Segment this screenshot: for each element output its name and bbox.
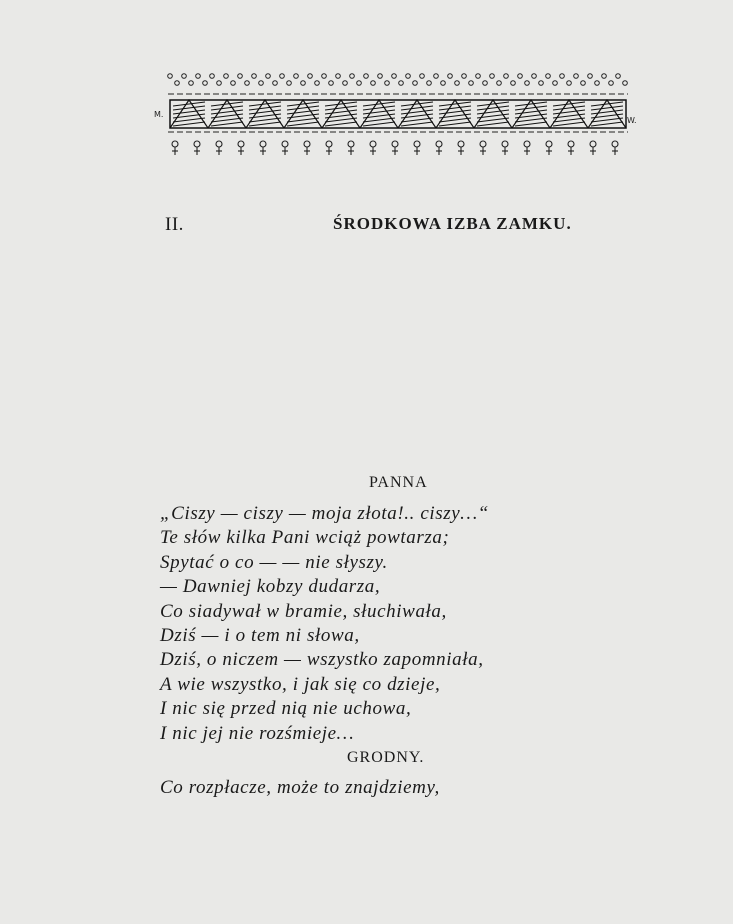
ornament-dot (308, 74, 313, 79)
ornament-dot (490, 74, 495, 79)
ornament-dot (329, 81, 334, 86)
ornament-dot (301, 81, 306, 86)
verse-line: Dziś, o niczem — wszystko zapomniała, (160, 649, 484, 671)
ornament-dot (294, 74, 299, 79)
scene-title (333, 214, 572, 234)
ornament-dot (511, 81, 516, 86)
ornament-dot (434, 74, 439, 79)
ornament-dot (217, 81, 222, 86)
ornament-dot (525, 81, 530, 86)
verse-line: I nic jej nie rozśmieje… (160, 722, 355, 744)
verse-line: Co siadywał w bramie, słuchiwała, (160, 600, 447, 622)
ornament-dot (623, 81, 628, 86)
ornament-figure (458, 141, 464, 147)
ornament-dot (336, 74, 341, 79)
verse-line: Spytać o co — — nie słyszy. (160, 551, 388, 573)
ornament-figure (282, 141, 288, 147)
ornament-figure (414, 141, 420, 147)
ornament-dot (462, 74, 467, 79)
ornament-dot (350, 74, 355, 79)
verse-line: — Dawniej kobzy dudarza, (160, 576, 381, 598)
ornament-dot (539, 81, 544, 86)
ornament-dot (259, 81, 264, 86)
ornament-figure (348, 141, 354, 147)
ornament-dot (469, 81, 474, 86)
ornament-dot (238, 74, 243, 79)
ornament-dot (392, 74, 397, 79)
ornament-dot (322, 74, 327, 79)
ornament-dot (602, 74, 607, 79)
ornament-right-mark: W. (627, 116, 637, 125)
ornament-figure (260, 141, 266, 147)
ornament-dot (588, 74, 593, 79)
ornament-dot (203, 81, 208, 86)
ornament-dot (371, 81, 376, 86)
ornament-dot (546, 74, 551, 79)
ornament-band (150, 64, 650, 164)
act-number: II. (165, 214, 184, 235)
ornament-dot (168, 74, 173, 79)
ornament-dot (483, 81, 488, 86)
ornament-dot (476, 74, 481, 79)
ornament-dot (616, 74, 621, 79)
speaker-name: GRODNY. (347, 749, 425, 766)
verse-line: Te słów kilka Pani wciąż powtarza; (160, 527, 450, 549)
ornament-figure (392, 141, 398, 147)
verse-block (160, 776, 440, 800)
ornament-dot (357, 81, 362, 86)
ornament-figure (216, 141, 222, 147)
ornament-dot (413, 81, 418, 86)
ornament-dot (315, 81, 320, 86)
ornament-dot (378, 74, 383, 79)
ornament-dot (189, 81, 194, 86)
ornament-dot (581, 81, 586, 86)
ornament-figure (590, 141, 596, 147)
speaker-name: PANNA (369, 474, 428, 491)
ornament-dot (567, 81, 572, 86)
verse-line: I nic się przed nią nie uchowa, (160, 698, 412, 720)
ornament-dot (406, 74, 411, 79)
ornament-dot (609, 81, 614, 86)
ornament-figure (172, 141, 178, 147)
ornament-dot (343, 81, 348, 86)
ornament-dot (595, 81, 600, 86)
ornament-left-mark: M. (154, 110, 164, 119)
ornament-dot (504, 74, 509, 79)
ornament-dot (245, 81, 250, 86)
ornament-dot (231, 81, 236, 86)
ornament-dot (210, 74, 215, 79)
ornament-dot (385, 81, 390, 86)
ornament-dot (182, 74, 187, 79)
ornament-figure (480, 141, 486, 147)
ornament-dot (420, 74, 425, 79)
scene-title-text: ŚRODKOWA IZBA ZAMKU (333, 214, 567, 233)
ornament-figure (238, 141, 244, 147)
verse-line: „Ciszy — ciszy — moja złota!.. ciszy…“ (160, 503, 489, 524)
ornament-dot (399, 81, 404, 86)
verse-line: Dziś — i o tem ni słowa, (160, 624, 360, 646)
ornament-dot (252, 74, 257, 79)
ornament-figure (194, 141, 200, 147)
ornament-dot (224, 74, 229, 79)
ornament-dot (497, 81, 502, 86)
ornament-figure (304, 141, 310, 147)
ornament-dot (518, 74, 523, 79)
ornament-dot (448, 74, 453, 79)
ornament-figure (436, 141, 442, 147)
ornament-dot (175, 81, 180, 86)
ornament-dot (273, 81, 278, 86)
verse-line: A wie wszystko, i jak się co dzieje, (160, 673, 441, 695)
ornament-dot (364, 74, 369, 79)
ornament-figure (370, 141, 376, 147)
ornament-dot (441, 81, 446, 86)
ornament-figure (546, 141, 552, 147)
ornament-dot (532, 74, 537, 79)
ornament-dot (553, 81, 558, 86)
ornament-figure (612, 141, 618, 147)
ornament-dot (574, 74, 579, 79)
verse-block (160, 502, 489, 746)
ornament-figure (568, 141, 574, 147)
ornament-dot (266, 74, 271, 79)
ornament-figure (524, 141, 530, 147)
ornament-dot (560, 74, 565, 79)
scene-title-period: . (566, 214, 572, 233)
ornament-dot (196, 74, 201, 79)
verse-line: Co rozpłacze, może to znajdziemy, (160, 777, 440, 798)
ornament-dot (427, 81, 432, 86)
ornament-dot (280, 74, 285, 79)
ornament-dot (455, 81, 460, 86)
ornament-figure (502, 141, 508, 147)
ornament-dot (287, 81, 292, 86)
ornament-figure (326, 141, 332, 147)
